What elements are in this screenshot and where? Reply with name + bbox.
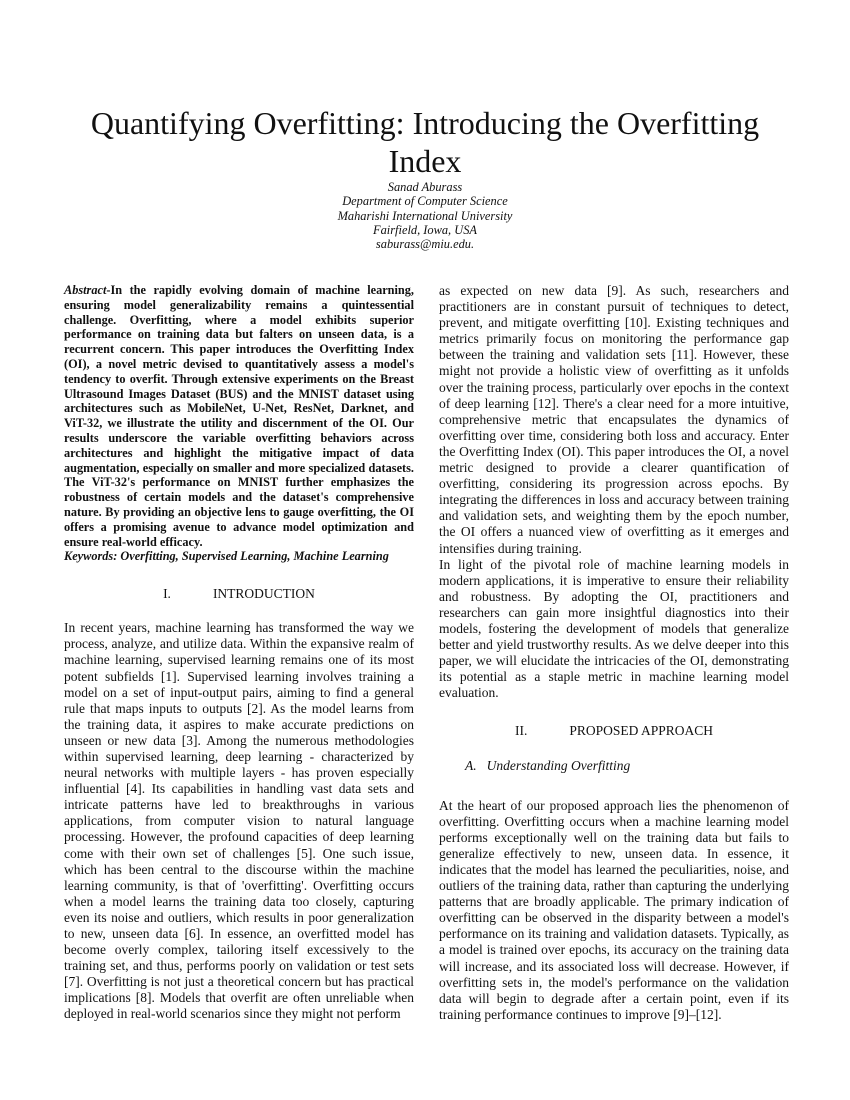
section-title: PROPOSED APPROACH [569,723,714,739]
paper-title: Quantifying Overfitting: Introducing the Overfitting Index [90,105,760,179]
intro-paragraph-1-continued: as expected on new data [9]. As such, researchers and practitioners are in constant pursuit of techniques to detect, prevent, and mitigate overfitting [10]. Existing techniques and metrics primarily focus on monitoring the performance gap between the training and validation sets [11]. However, these might not provide a holistic view of overfitting as it unfolds over the training process, particularly over epochs in the context of deep learning [12]. There's a clear need for a more intuitive, comprehensive metric that encapsulates the dynamics of overfitting over time, considering both loss and accuracy. Enter the Overfitting Index (OI). This paper introduces the OI, a novel metric designed to provide a clearer quantification of overfitting, considering its progression across epochs. By integrating the differences in loss and accuracy between training and validation sets, and weighting them by the epoch number, the OI offers a nuanced view of overfitting as it emerges and intensifies during training. [439,283,789,556]
author-department: Department of Computer Science [342,194,508,209]
section-number: I. [163,586,171,602]
author-university: Maharishi International University [337,208,513,223]
keywords: Keywords: Overfitting, Supervised Learning, Machine Learning [64,549,389,564]
section-heading-proposed-approach [439,723,789,739]
intro-paragraph-2: In light of the pivotal role of machine learning models in modern applications, it is imperative to ensure their reliability and robustness. By adopting the OI, practitioners and researchers can gain more insightful diagnostics into their models, fostering the development of models that generalize better and yield trustworthy results. As we delve deeper into this paper, we will elucidate the intricacies of the OI, demonstrating its potential as a staple metric in machine learning model evaluation. [439,556,789,701]
subsection-number: A. [465,757,477,773]
section-title: INTRODUCTION [212,586,315,602]
author-block [200,180,650,251]
intro-paragraph-1: In recent years, machine learning has transformed the way we process, analyze, and utilize data. Within the expansive realm of machine learning, supervised learning remains one of its most potent subfields [1]. Supervised learning involves training a model on a set of input-output pairs, aiming to find a general rule that maps inputs to outputs [2]. As the model learns from the training data, it aspires to make accurate predictions on unseen or new data [3]. Among the numerous methodologies within supervised learning, deep learning - characterized by neural networks with multiple layers - has proven especially influential [4]. Its capabilities in handling vast data sets and intricate patterns have led to breakthroughs in various applications, from computer vision to natural language processing. However, the profound capacities of deep learning come with their own set of challenges [5]. One such issue, which has been central to the discourse within the machine learning community, is that of 'overfitting'. Overfitting occurs when a model learns the training data too closely, capturing even its noise and outliers, which results in poor generalization to new, unseen data [6]. In essence, an overfitted model has become overly complex, tailoring itself excessively to the training set, and thus, performs poorly on validation or test sets [7]. Overfitting is not just a theoretical concern but has practical implications [8]. Models that overfit are often unreliable when deployed in real-world scenarios since they might not perform [64,620,414,1022]
abstract-label: Abstract [64,283,107,297]
author-email: saburass@miu.edu. [375,237,475,252]
abstract [64,283,414,549]
right-column [439,283,789,1023]
section-number: II. [514,723,528,739]
left-column [64,283,414,1023]
author-location: Fairfield, Iowa, USA [373,222,477,237]
approach-paragraph-1: At the heart of our proposed approach lies the phenomenon of overfitting. Overfitting occurs when a machine learning model performs exceptionally well on the training data but fails to generalize effectively to new, unseen data. In essence, it indicates that the model has learned the peculiarities, noise, and outliers of the training data, rather than capturing the underlying patterns that are broadly applicable. The primary indication of overfitting can be observed in the disparity between a model's performance on its training and validation datasets. Typically, as a model is trained over epochs, its accuracy on the training data will increase, and its associated loss will decrease. However, if overfitting sets in, the model's performance on the validation data will begin to degrade after a certain point, even if its training performance continues to improve [9]–[12]. [439,797,789,1022]
subsection-title: Understanding Overfitting [486,757,631,773]
subsection-heading-understanding-overfitting [465,758,789,774]
author-name: Sanad Aburass [387,180,463,194]
section-heading-introduction [64,586,414,602]
abstract-text: -In the rapidly evolving domain of machine learning, ensuring model generalizability remains a quintessential challenge. Overfitting, where a model exhibits superior performance on training data but falters on unseen data, is a recurrent concern. This paper introduces the Overfitting Index (OI), a novel metric devised to quantitatively assess a model's tendency to overfit. Through extensive experiments on the Breast Ultrasound Images Dataset (BUS) and the MNIST dataset using architectures such as MobileNet, U-Net, ResNet, Darknet, and ViT-32, we illustrate the utility and discernment of the OI. Our results underscore the variable overfitting behaviors across architectures and highlight the mitigative impact of data augmentation, especially on smaller and more specialized datasets. The ViT-32's performance on MNIST further emphasizes the robustness of certain models and the dataset's comprehensive nature. By providing an objective lens to gauge overfitting, the OI offers a promising avenue to advance model optimization and ensure real-world efficacy. [64,283,414,549]
